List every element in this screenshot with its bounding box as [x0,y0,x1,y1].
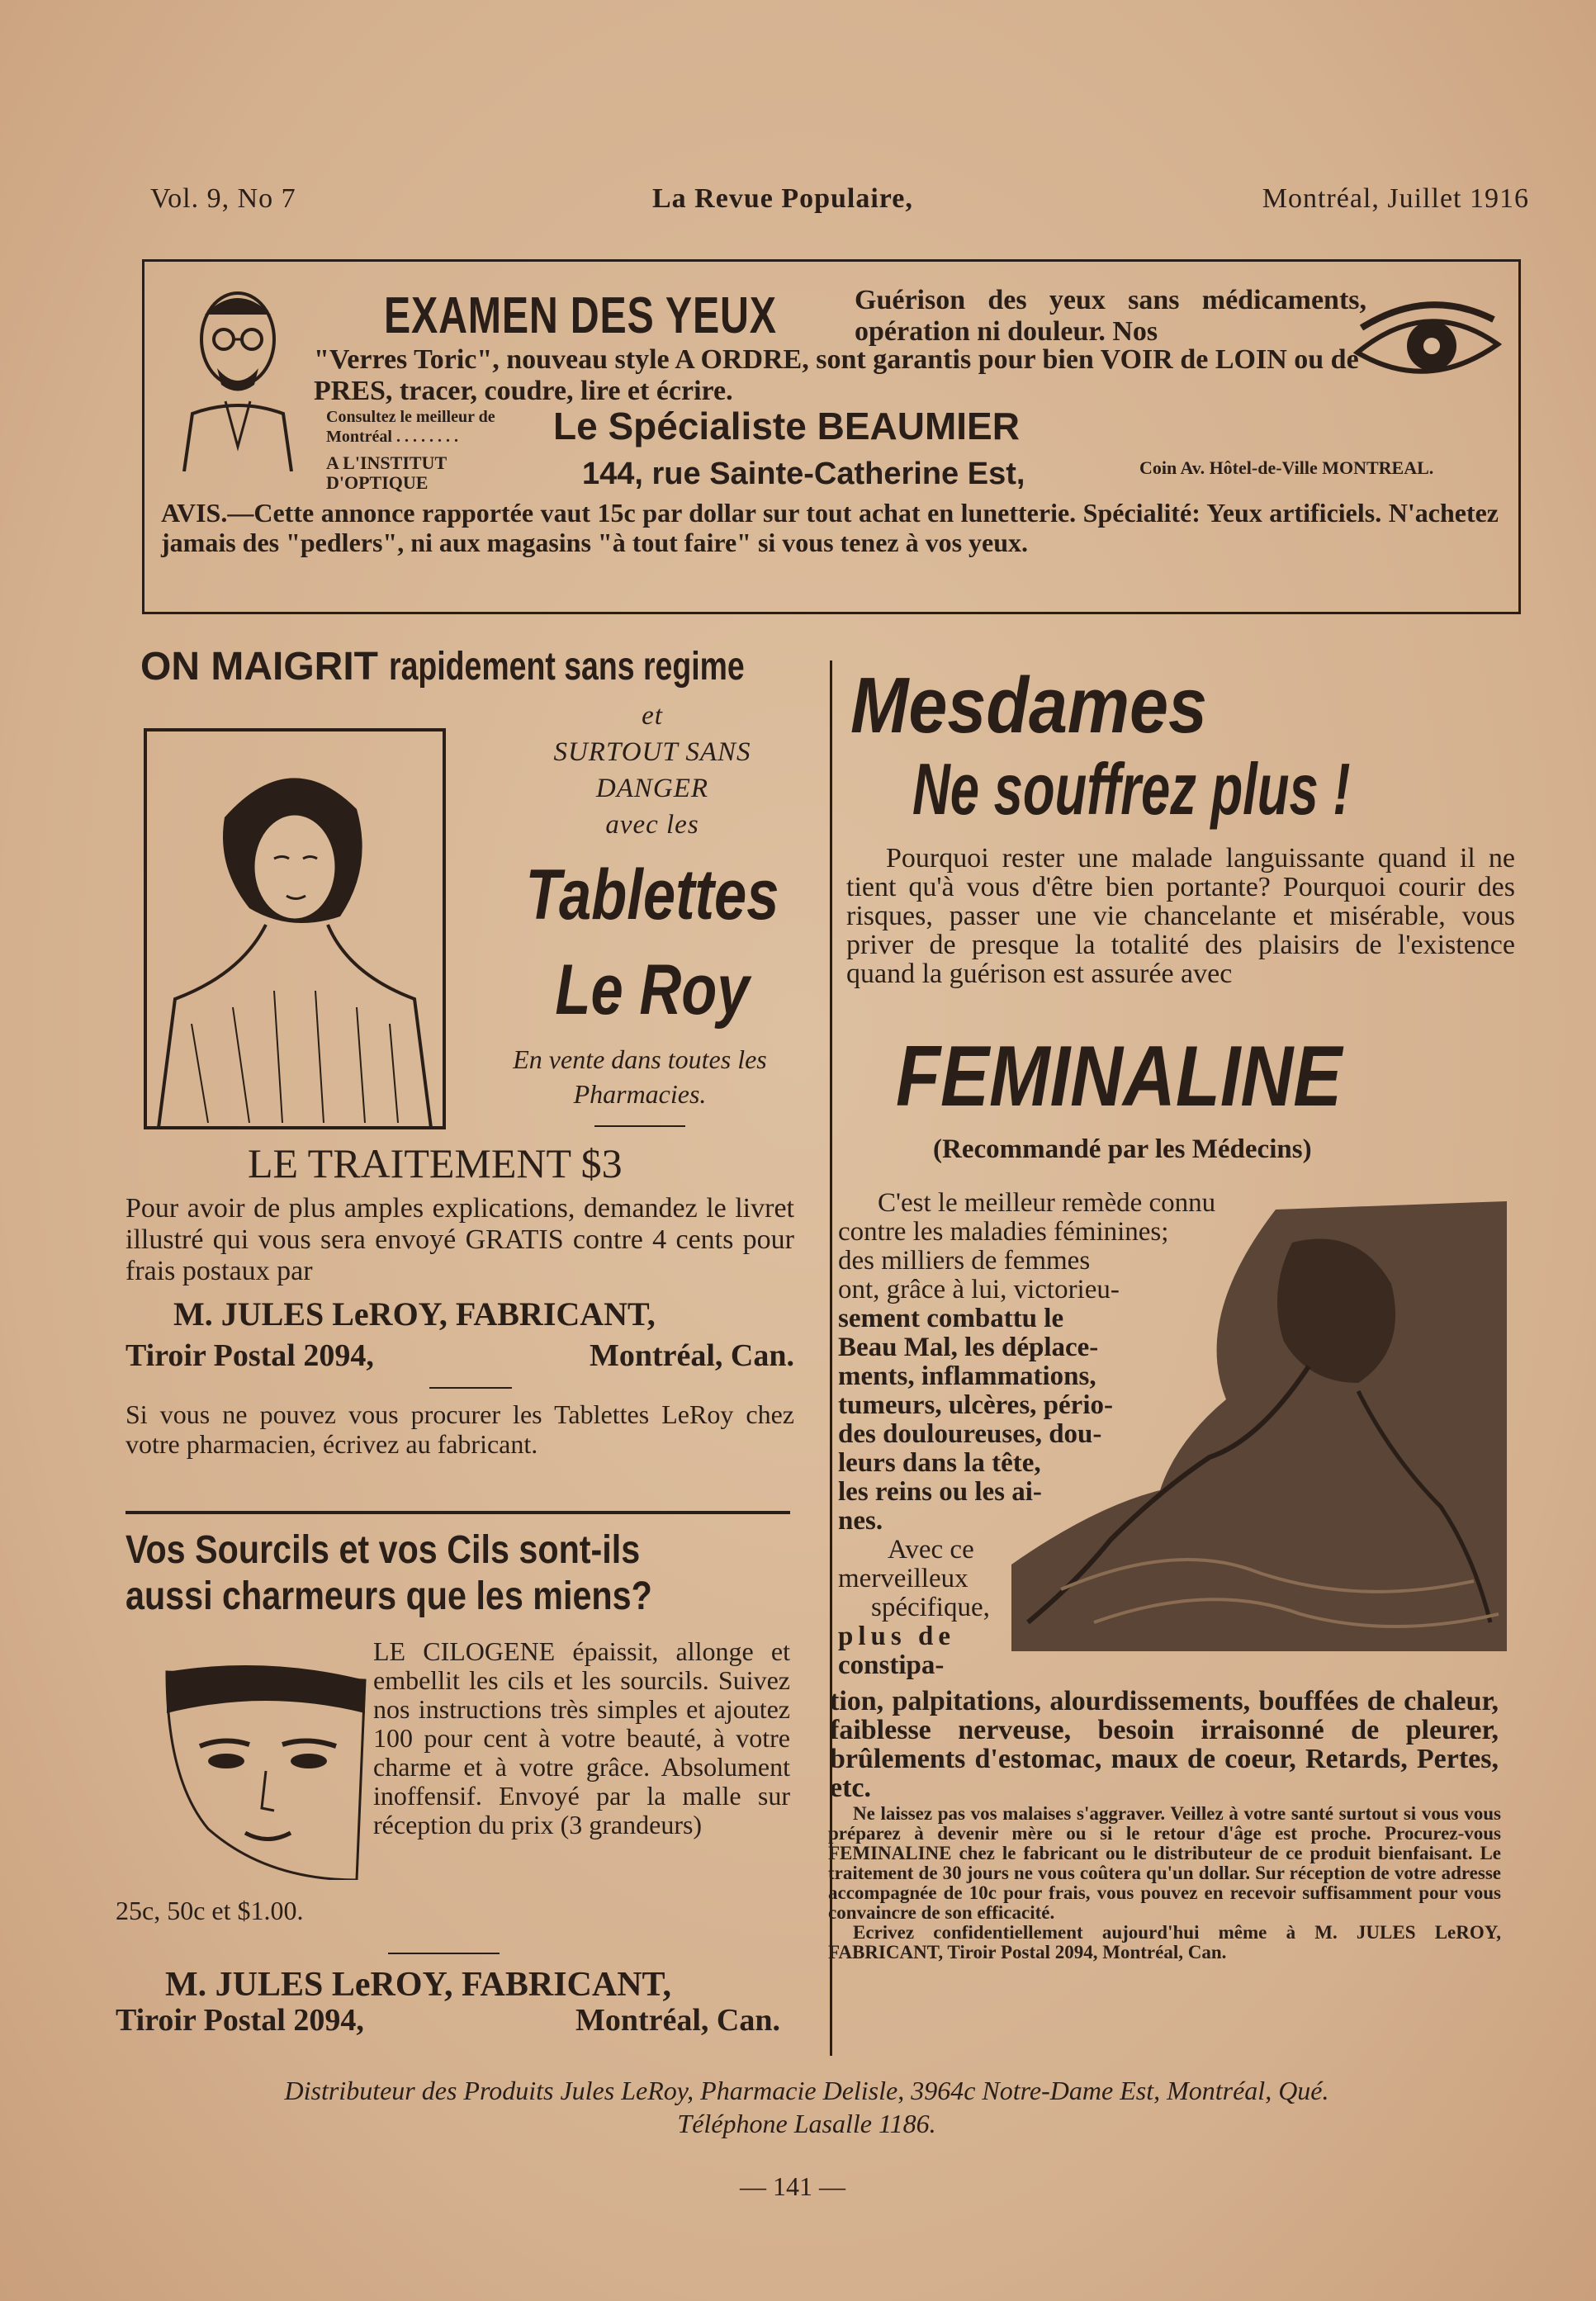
eye-guerison-text: Guérison des yeux sans médicaments, opération ni douleur. Nos [855,285,1366,347]
leroy-subtitle [495,698,809,843]
woman-face-illustration [159,1664,381,1880]
cilogene-headline-line2: aussi charmeurs que les miens? [126,1574,652,1618]
le-roy-product-name: Le Roy [555,950,750,1030]
cilogene-headline-line1: Vos Sourcils et vos Cils sont-ils [126,1528,641,1572]
recommande-medecins: (Recommandé par les Médecins) [933,1134,1312,1164]
avis-notice: AVIS.—Cette annonce rapportée vaut 15c par dollar sur tout achat en lunetterie. Spécialité: Yeux artificiels. N'achetez jamais des "pedlers", ni aux magasins "à tout faire" si vous tenez à vos yeux. [161,498,1499,557]
leroy-postal-box: Tiroir Postal 2094, [126,1338,374,1373]
traitement-price: LE TRAITEMENT $3 [248,1140,623,1186]
feminaline-line: Beau Mal, les déplace- [838,1333,1099,1362]
feminaline-line: tumeurs, ulcères, pério- [838,1390,1113,1420]
feminaline-line: sement combattu le [838,1304,1064,1333]
verres-toric-text: "Verres Toric", nouveau style A ORDRE, sont garantis pour bien VOIR de LOIN ou de PRES, tracer, coudre, lire et écrire. [314,344,1359,406]
feminaline-line: Avec ce [888,1535,974,1565]
consultez-text: Consultez le meilleur de Montréal . . . . . . . . [326,408,495,446]
leroy-sub-avec: avec les [605,810,699,840]
eye-exam-title: EXAMEN DES YEUX [384,287,777,344]
feminaline-line: constipa- [838,1650,945,1680]
feminaline-fine-print-1 [828,1804,1501,1923]
ne-souffrez-headline: Ne souffrez plus ! [912,748,1351,830]
leroy-postal-line [126,1338,794,1374]
feminaline-line: des douloureuses, dou- [838,1419,1102,1449]
leroy-headline-a: ON MAIGRIT [140,645,378,689]
feminaline-line: ont, grâce à lui, victorieu- [838,1275,1120,1304]
publication-date: Montréal, Juillet 1916 [1262,183,1529,214]
feminaline-product-name: FEMINALINE [896,1029,1343,1124]
feminaline-symptoms: tion, palpitations, alourdissements, bouffées de chaleur, faiblesse nerveuse, besoin irraisonné de pleurer, brûlements d'estomac, maux de coeur, Retards, Pertes, etc. [830,1686,1499,1803]
leroy-headline [140,644,845,689]
feminaline-line: merveilleux [838,1564,968,1593]
optician-portrait-illustration [168,282,308,471]
divider-rule [388,1953,500,1954]
volume-number: Vol. 9, No 7 [150,183,296,214]
tablettes-product-name: Tablettes [525,855,779,935]
eye-exam-advertisement [142,259,1521,614]
feminaline-line: des milliers de femmes [838,1246,1091,1276]
feminaline-line: C'est le meilleur remède connu [878,1188,1216,1218]
corner-location: Coin Av. Hôtel-de-Ville MONTREAL. [1139,457,1434,478]
feminaline-description [838,1189,1342,1680]
leroy-headline-b: rapidement sans regime [389,645,746,689]
section-rule [126,1511,790,1514]
feminaline-line: plus de [838,1622,955,1651]
publication-title: La Revue Populaire, [652,183,913,214]
telephone-line: Téléphone Lasalle 1186. [677,2109,936,2138]
feminaline-line: spécifique, [871,1593,990,1622]
leroy-sub-danger: SURTOUT SANS DANGER [553,737,751,803]
page-header [150,183,1529,225]
distributor-footer [109,2074,1504,2140]
feminaline-line: les reins ou les ai- [838,1477,1042,1507]
optique-address: 144, rue Sainte-Catherine Est, [582,457,1025,491]
feminaline-fine-print-2 [828,1923,1501,1962]
cilogene-prices: 25c, 50c et $1.00. [116,1896,304,1925]
mesdames-headline: Mesdames [850,661,1208,750]
cilogene-headline [126,1527,803,1620]
institut-label: A L'INSTITUT D'OPTIQUE [326,452,447,493]
divider-rule [594,1125,685,1127]
leroy-explanation-text: Pour avoir de plus amples explications, demandez le livret illustré qui vous sera envoyé GRATIS contre 4 cents pour frais postaux par [126,1193,794,1286]
cilogene-postal-line [116,2002,780,2038]
distributor-line: Distributeur des Produits Jules LeRoy, Pharmacie Delisle, 3964c Notre-Dame Est, Montréal, Qué. [284,2076,1329,2105]
cilogene-maker-name: M. JULES LeROY, FABRICANT, [165,1966,671,2004]
leroy-city: Montréal, Can. [589,1338,794,1373]
en-vente-text: En vente dans toutes les Pharmacies. [513,1044,767,1109]
page-number: — 141 — [740,2171,845,2201]
leroy-pharmacist-note: Si vous ne pouvez vous procurer les Tablettes LeRoy chez votre pharmacien, écrivez au fabricant. [126,1399,794,1459]
cilogene-postal-box: Tiroir Postal 2094, [116,2003,364,2038]
feminaline-line: contre les maladies féminines; [838,1217,1169,1247]
cilogene-city: Montréal, Can. [575,2003,780,2038]
feminaline-fine-print [828,1804,1501,1962]
feminaline-line: leurs dans la tête, [838,1448,1041,1478]
specialiste-name: Le Spécialiste BEAUMIER [553,405,1020,447]
feminaline-contact: Ecrivez confidentiellement aujourd'hui même à M. JULES LeROY, FABRICANT, Tiroir Postal 2094, Montréal, Can. [828,1922,1501,1962]
feminaline-intro-text: Pourquoi rester une malade languissante quand il ne tient qu'à vous d'être bien portante? Pourquoi courir des risques, passer une vie chancelante et misérable, vous priver de presque la totalité des plaisirs de l'existence quand la guérison est assurée avec [846,843,1515,989]
leroy-sub-et: et [642,701,663,731]
feminaline-advice: Ne laissez pas vos malaises s'aggraver. Veillez à votre santé surtout si vous vous préparez à devenir mère ou si le retour d'âge est proche. Procurez-vous FEMINALINE chez le fabricant ou le distributeur de ce produit bienfaisant. Le traitement de 30 jours ne vous coûtera qu'un dollar. Sur réception de votre adresse accompagnée de 10c pour frais, vous pouvez en recevoir suffisamment pour vous convaincre de son efficacité. [828,1803,1501,1923]
divider-rule [429,1387,512,1389]
feminaline-line: nes. [838,1506,883,1536]
cilogene-description: LE CILOGENE épaissit, allonge et embellit les cils et les sourcils. Suivez nos instructions très simples et ajoutez 100 pour cent à votre beauté, à votre charme et à votre grâce. Absolument inoffensif. Envoyé par la malle sur réception du prix (3 grandeurs) [373,1636,790,1839]
woman-portrait-illustration [142,727,448,1131]
feminaline-line: ments, inflammations, [838,1361,1096,1391]
leroy-maker-name: M. JULES LeROY, FABRICANT, [173,1295,656,1333]
